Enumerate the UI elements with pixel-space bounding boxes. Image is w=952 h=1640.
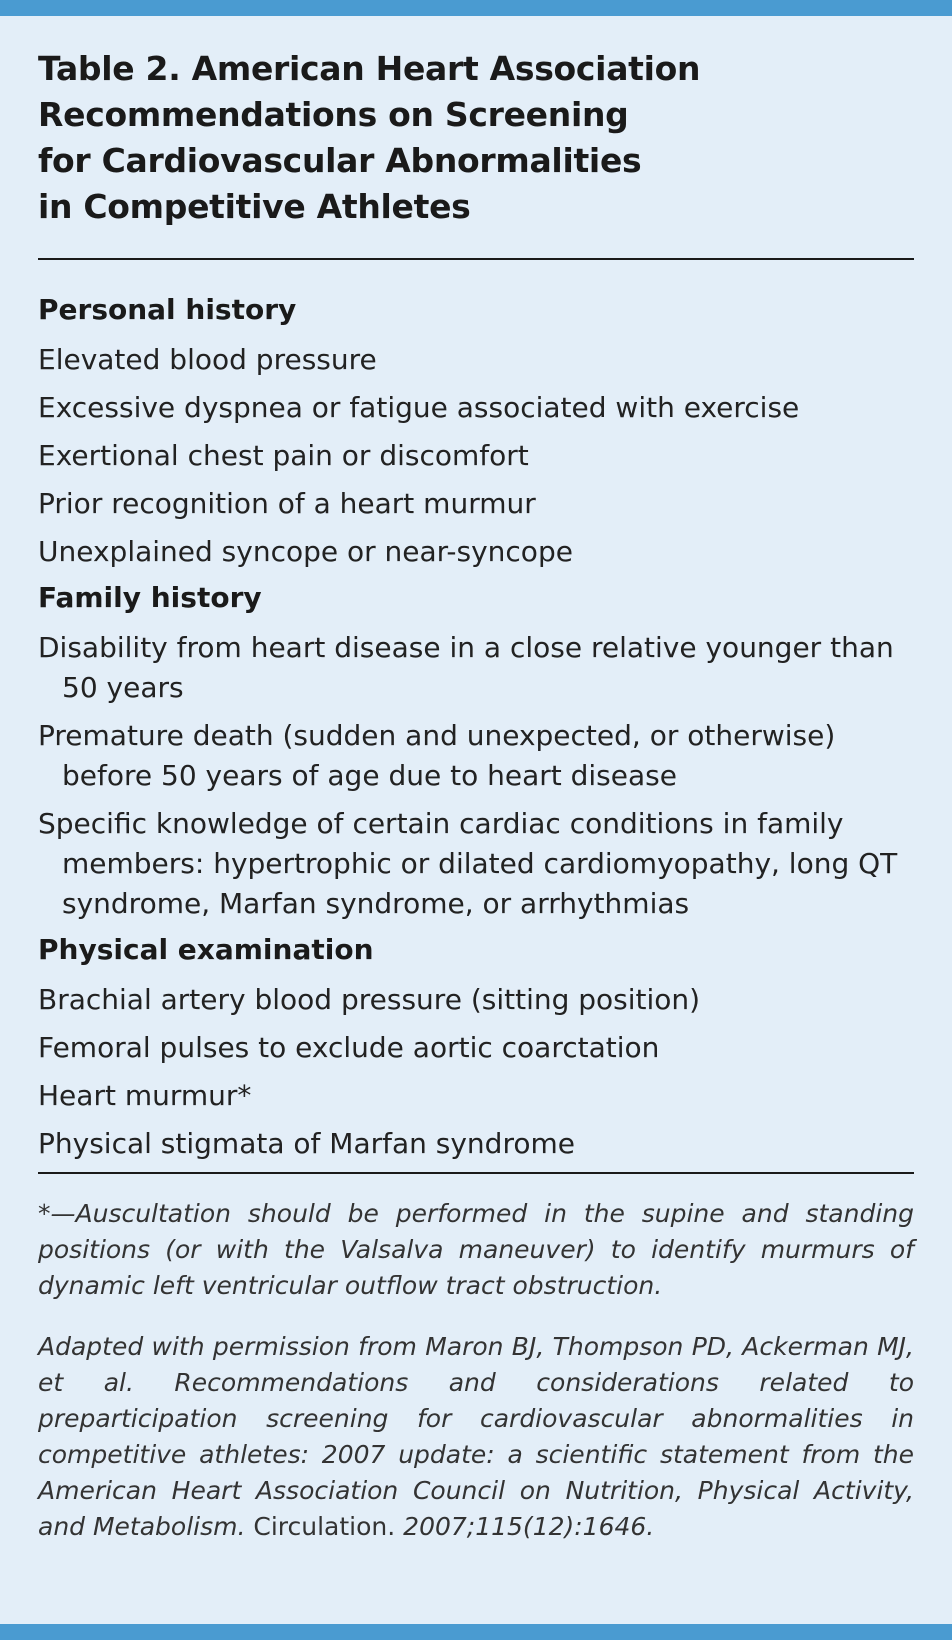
sections: [38, 292, 914, 1164]
list-item: Specific knowledge of certain cardiac conditions in family members: hypertrophic or dilated cardiomyopathy, long QT syndrome, Marfan syndrome, or arrhythmias: [38, 807, 898, 920]
table-content: [38, 46, 914, 1570]
table-title-line: in Competitive Athletes: [38, 187, 471, 226]
list-item: Brachial artery blood pressure (sitting position): [38, 983, 701, 1016]
source-reference: 2007;115(12):1646.: [403, 1512, 655, 1541]
section-heading: Personal history: [38, 293, 297, 326]
source-text: Adapted with permission from Maron BJ, Thompson PD, Ackerman MJ, et al. Recommendations and considerations related to preparticipation screening for cardiovascular abnormalities in competitive athletes: 2007 update: a scientific statement from the American Heart Association Council on Nutrition, Physical Activity, and Metabolism.: [38, 1332, 914, 1541]
list-item: Excessive dyspnea or fatigue associated with exercise: [38, 391, 800, 424]
list-item: Unexplained syncope or near-syncope: [38, 535, 573, 568]
source-citation: [38, 1329, 914, 1545]
title-divider: [38, 258, 914, 260]
bottom-accent-bar: [0, 1624, 952, 1640]
list-item: Elevated blood pressure: [38, 343, 377, 376]
list-item: Premature death (sudden and unexpected, or otherwise) before 50 years of age due to heart disease: [38, 719, 836, 792]
section-personal-history: [38, 292, 914, 572]
list-item: Disability from heart disease in a close relative younger than 50 years: [38, 631, 894, 704]
top-accent-bar: [0, 0, 952, 16]
section-family-history: [38, 580, 914, 924]
list-item: Heart murmur*: [38, 1079, 252, 1112]
table-title-line: for Cardiovascular Abnormalities: [38, 141, 642, 180]
table-title-line: Recommendations on Screening: [38, 95, 629, 134]
footer-divider: [38, 1172, 914, 1174]
section-heading: Family history: [38, 581, 262, 614]
table-title-line: Table 2. American Heart Association: [38, 49, 701, 88]
list-item: Physical stigmata of Marfan syndrome: [38, 1127, 575, 1160]
section-physical-examination: [38, 932, 914, 1164]
source-journal: Circulation.: [253, 1512, 396, 1541]
list-item: Prior recognition of a heart murmur: [38, 487, 536, 520]
footnote: *—Auscultation should be performed in the supine and standing positions (or with the Valsalva maneuver) to identify murmurs of dynamic left ventricular outflow tract obstruction.: [38, 1199, 914, 1300]
list-item: Femoral pulses to exclude aortic coarctation: [38, 1031, 660, 1064]
table-title: [38, 46, 914, 230]
list-item: Exertional chest pain or discomfort: [38, 439, 529, 472]
section-heading: Physical examination: [38, 933, 374, 966]
